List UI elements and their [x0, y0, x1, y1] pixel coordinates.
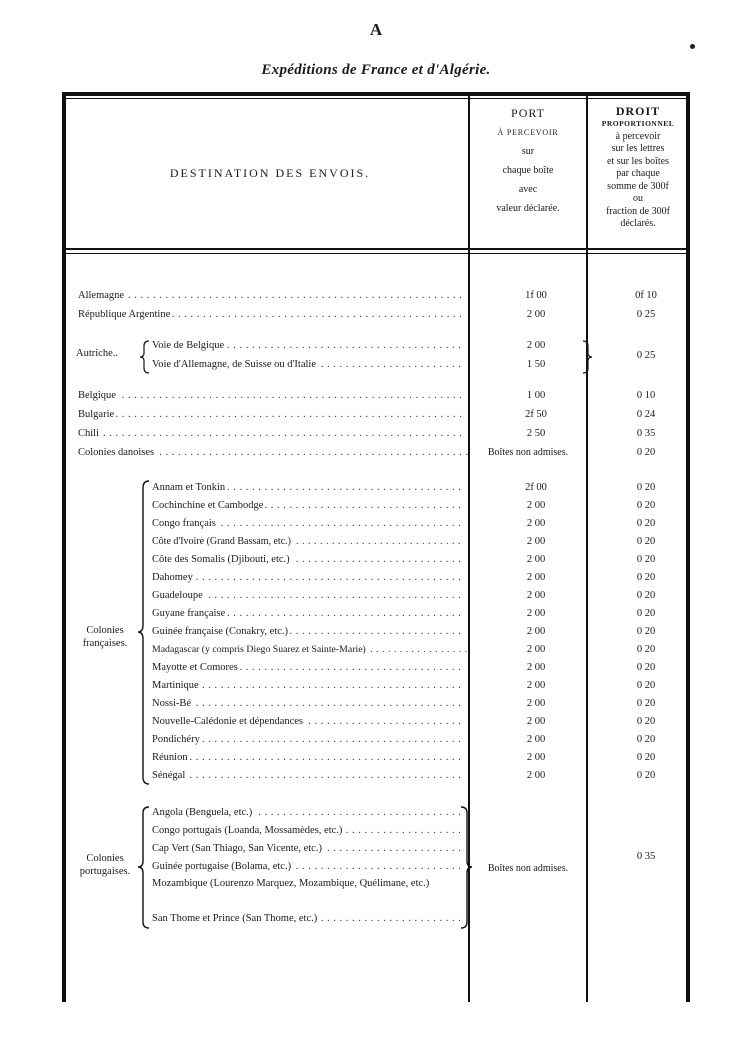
column-header-destination: DESTINATION DES ENVOIS.	[169, 166, 371, 180]
header-bottom-rule	[62, 248, 690, 250]
port-cell: 2 00	[526, 644, 546, 655]
page-title: Expéditions de France et d'Algérie.	[261, 62, 491, 78]
brace-colonies-francaises	[138, 480, 150, 786]
droit-header-line: à percevoir	[615, 130, 661, 142]
droit-cell: 0 20	[636, 608, 656, 619]
droit-cell: 0 20	[636, 536, 656, 547]
port-cell: 2 50	[526, 428, 546, 439]
brace-autriche	[140, 340, 150, 374]
droit-cell: 0 20	[636, 482, 656, 493]
port-cell: Boîtes non admises.	[487, 863, 569, 874]
column-header-droit	[588, 104, 688, 231]
port-header-line: À PERCEVOIR	[497, 128, 559, 137]
droit-cell: 0 20	[636, 590, 656, 601]
table-top-rule-thin	[62, 98, 690, 99]
destination-cell: Bulgarie . . .	[78, 406, 462, 424]
droit-cell: 0 20	[636, 500, 656, 511]
port-cell: 2f 00	[525, 482, 547, 493]
port-cell: 2 00	[526, 554, 546, 565]
destination-cell: Guinée française (Conakry, etc.) . . .	[152, 623, 462, 641]
port-cell: 2 00	[526, 309, 546, 320]
port-header-line: avec	[518, 184, 538, 195]
droit-header-line: DROIT	[615, 104, 661, 118]
destination-cell: Congo français . . .	[152, 515, 462, 533]
brace-autriche-right	[582, 340, 592, 374]
destination-cell: Guyane française . . .	[152, 605, 462, 623]
droit-header-line: ou	[633, 193, 643, 204]
table-top-rule	[62, 92, 690, 96]
port-header-line: valeur déclarée.	[496, 203, 560, 214]
brace-colonies-portugaises	[138, 806, 150, 930]
destination-cell: Cochinchine et Cambodge . . .	[152, 497, 462, 515]
ink-speck	[690, 44, 695, 49]
droit-cell: 0 25	[636, 350, 656, 361]
droit-cell: 0 20	[636, 447, 656, 458]
port-cell: 1 00	[526, 390, 546, 401]
droit-header-line: somme de 300f	[607, 180, 669, 192]
group-label-autriche: Autriche..	[76, 348, 118, 359]
destination-cell: Annam et Tonkin . . .	[152, 479, 462, 497]
column-header-port	[470, 104, 586, 218]
port-header-line: PORT	[511, 106, 545, 120]
droit-cell: 0 24	[636, 409, 656, 420]
destination-cell: Nossi-Bé . . .	[152, 695, 462, 713]
port-cell: 2 00	[526, 572, 546, 583]
destination-cell: Nouvelle-Calédonie et dépendances . . .	[152, 713, 462, 731]
droit-header-line: par chaque	[616, 168, 660, 179]
droit-cell: 0 20	[636, 716, 656, 727]
group-label-colonies-portugaises	[70, 852, 140, 878]
droit-cell: 0 35	[636, 428, 656, 439]
droit-header-line: sur les lettres	[611, 143, 665, 154]
droit-header-line: PROPORTIONNEL	[601, 119, 675, 128]
destination-cell: Congo portugais (Loanda, Mossamèdes, etc.) . . .	[152, 822, 460, 840]
destination-cell: San Thome et Prince (San Thome, etc.) . . .	[152, 910, 460, 928]
port-cell: 2 00	[526, 662, 546, 673]
droit-cell: 0 25	[636, 309, 656, 320]
destination-cell: Côte des Somalis (Djibouti, etc.) . . .	[152, 551, 462, 569]
destination-cell: Dahomey . . .	[152, 569, 462, 587]
droit-cell: 0 20	[636, 680, 656, 691]
destination-cell: République Argentine . . .	[78, 306, 462, 324]
destination-cell: Voie d'Allemagne, de Suisse ou d'Italie . . .	[152, 356, 462, 374]
droit-cell: 0 20	[636, 644, 656, 655]
destination-cell: Angola (Benguela, etc.) . . .	[152, 804, 460, 822]
port-cell: 2 00	[526, 340, 546, 351]
group-label-line: françaises.	[82, 638, 128, 649]
port-cell: 2 00	[526, 752, 546, 763]
droit-cell: 0 20	[636, 554, 656, 565]
port-cell: 2 00	[526, 734, 546, 745]
droit-cell: 0 20	[636, 698, 656, 709]
port-cell: 2 00	[526, 608, 546, 619]
port-cell: 2 00	[526, 518, 546, 529]
port-cell: 2f 50	[525, 409, 547, 420]
port-header-line: chaque boîte	[502, 165, 554, 176]
destination-cell: Chili . . .	[78, 425, 462, 443]
destination-cell: Martinique . . .	[152, 677, 462, 695]
table-left-rule	[62, 92, 66, 1002]
droit-cell: 0 20	[636, 770, 656, 781]
port-cell: 2 00	[526, 716, 546, 727]
destination-cell: Madagascar (y compris Diego Suarez et Sainte-Marie) . . .	[152, 641, 470, 659]
droit-cell: 0 10	[636, 390, 656, 401]
droit-cell: 0 20	[636, 626, 656, 637]
droit-header-line: et sur les boîtes	[607, 155, 669, 167]
destination-cell: Guinée portugaise (Bolama, etc.) . . .	[152, 858, 460, 876]
header-bottom-rule-thin	[62, 253, 690, 254]
destination-cell: Allemagne . . .	[78, 287, 462, 305]
port-cell: 2 00	[526, 680, 546, 691]
port-cell: 1f 00	[525, 290, 547, 301]
droit-header-line: déclarés.	[620, 218, 656, 229]
droit-cell: 0 35	[636, 851, 656, 862]
group-label-line: portugaises.	[79, 866, 131, 877]
droit-cell: 0 20	[636, 752, 656, 763]
port-cell: 2 00	[526, 590, 546, 601]
destination-cell: Cap Vert (San Thiago, San Vicente, etc.) . . .	[152, 840, 460, 858]
page-letter: A	[369, 20, 383, 39]
port-cell: Boîtes non admises.	[487, 447, 569, 458]
droit-cell: 0f 10	[635, 290, 657, 301]
group-label-line: Colonies	[86, 625, 124, 636]
port-cell: 2 00	[526, 536, 546, 547]
destination-cell: Pondichéry . . .	[152, 731, 462, 749]
destination-cell: Réunion . . .	[152, 749, 462, 767]
port-cell: 2 00	[526, 698, 546, 709]
destination-cell: Guadeloupe . . .	[152, 587, 462, 605]
group-label-colonies-francaises	[70, 624, 140, 650]
destination-cell: Belgique . . .	[78, 387, 462, 405]
destination-cell: Voie de Belgique . . .	[152, 337, 462, 355]
destination-cell: Mayotte et Comores . . .	[152, 659, 462, 677]
destination-cell: Côte d'Ivoire (Grand Bassam, etc.) . . .	[152, 533, 462, 551]
port-cell: 2 00	[526, 626, 546, 637]
destination-cell: Sénégal . . .	[152, 767, 462, 785]
droit-header-line: fraction de 300f	[606, 205, 670, 217]
port-cell: 1 50	[526, 359, 546, 370]
droit-cell: 0 20	[636, 572, 656, 583]
port-header-line: sur	[521, 146, 535, 157]
droit-cell: 0 20	[636, 518, 656, 529]
droit-cell: 0 20	[636, 734, 656, 745]
port-cell: 2 00	[526, 770, 546, 781]
droit-cell: 0 20	[636, 662, 656, 673]
group-label-line: Colonies	[86, 853, 124, 864]
port-cell: 2 00	[526, 500, 546, 511]
destination-cell: Mozambique (Lourenzo Marquez, Mozambique, Quélimane, etc.)	[152, 878, 430, 889]
destination-cell: Colonies danoises . . .	[78, 444, 468, 462]
